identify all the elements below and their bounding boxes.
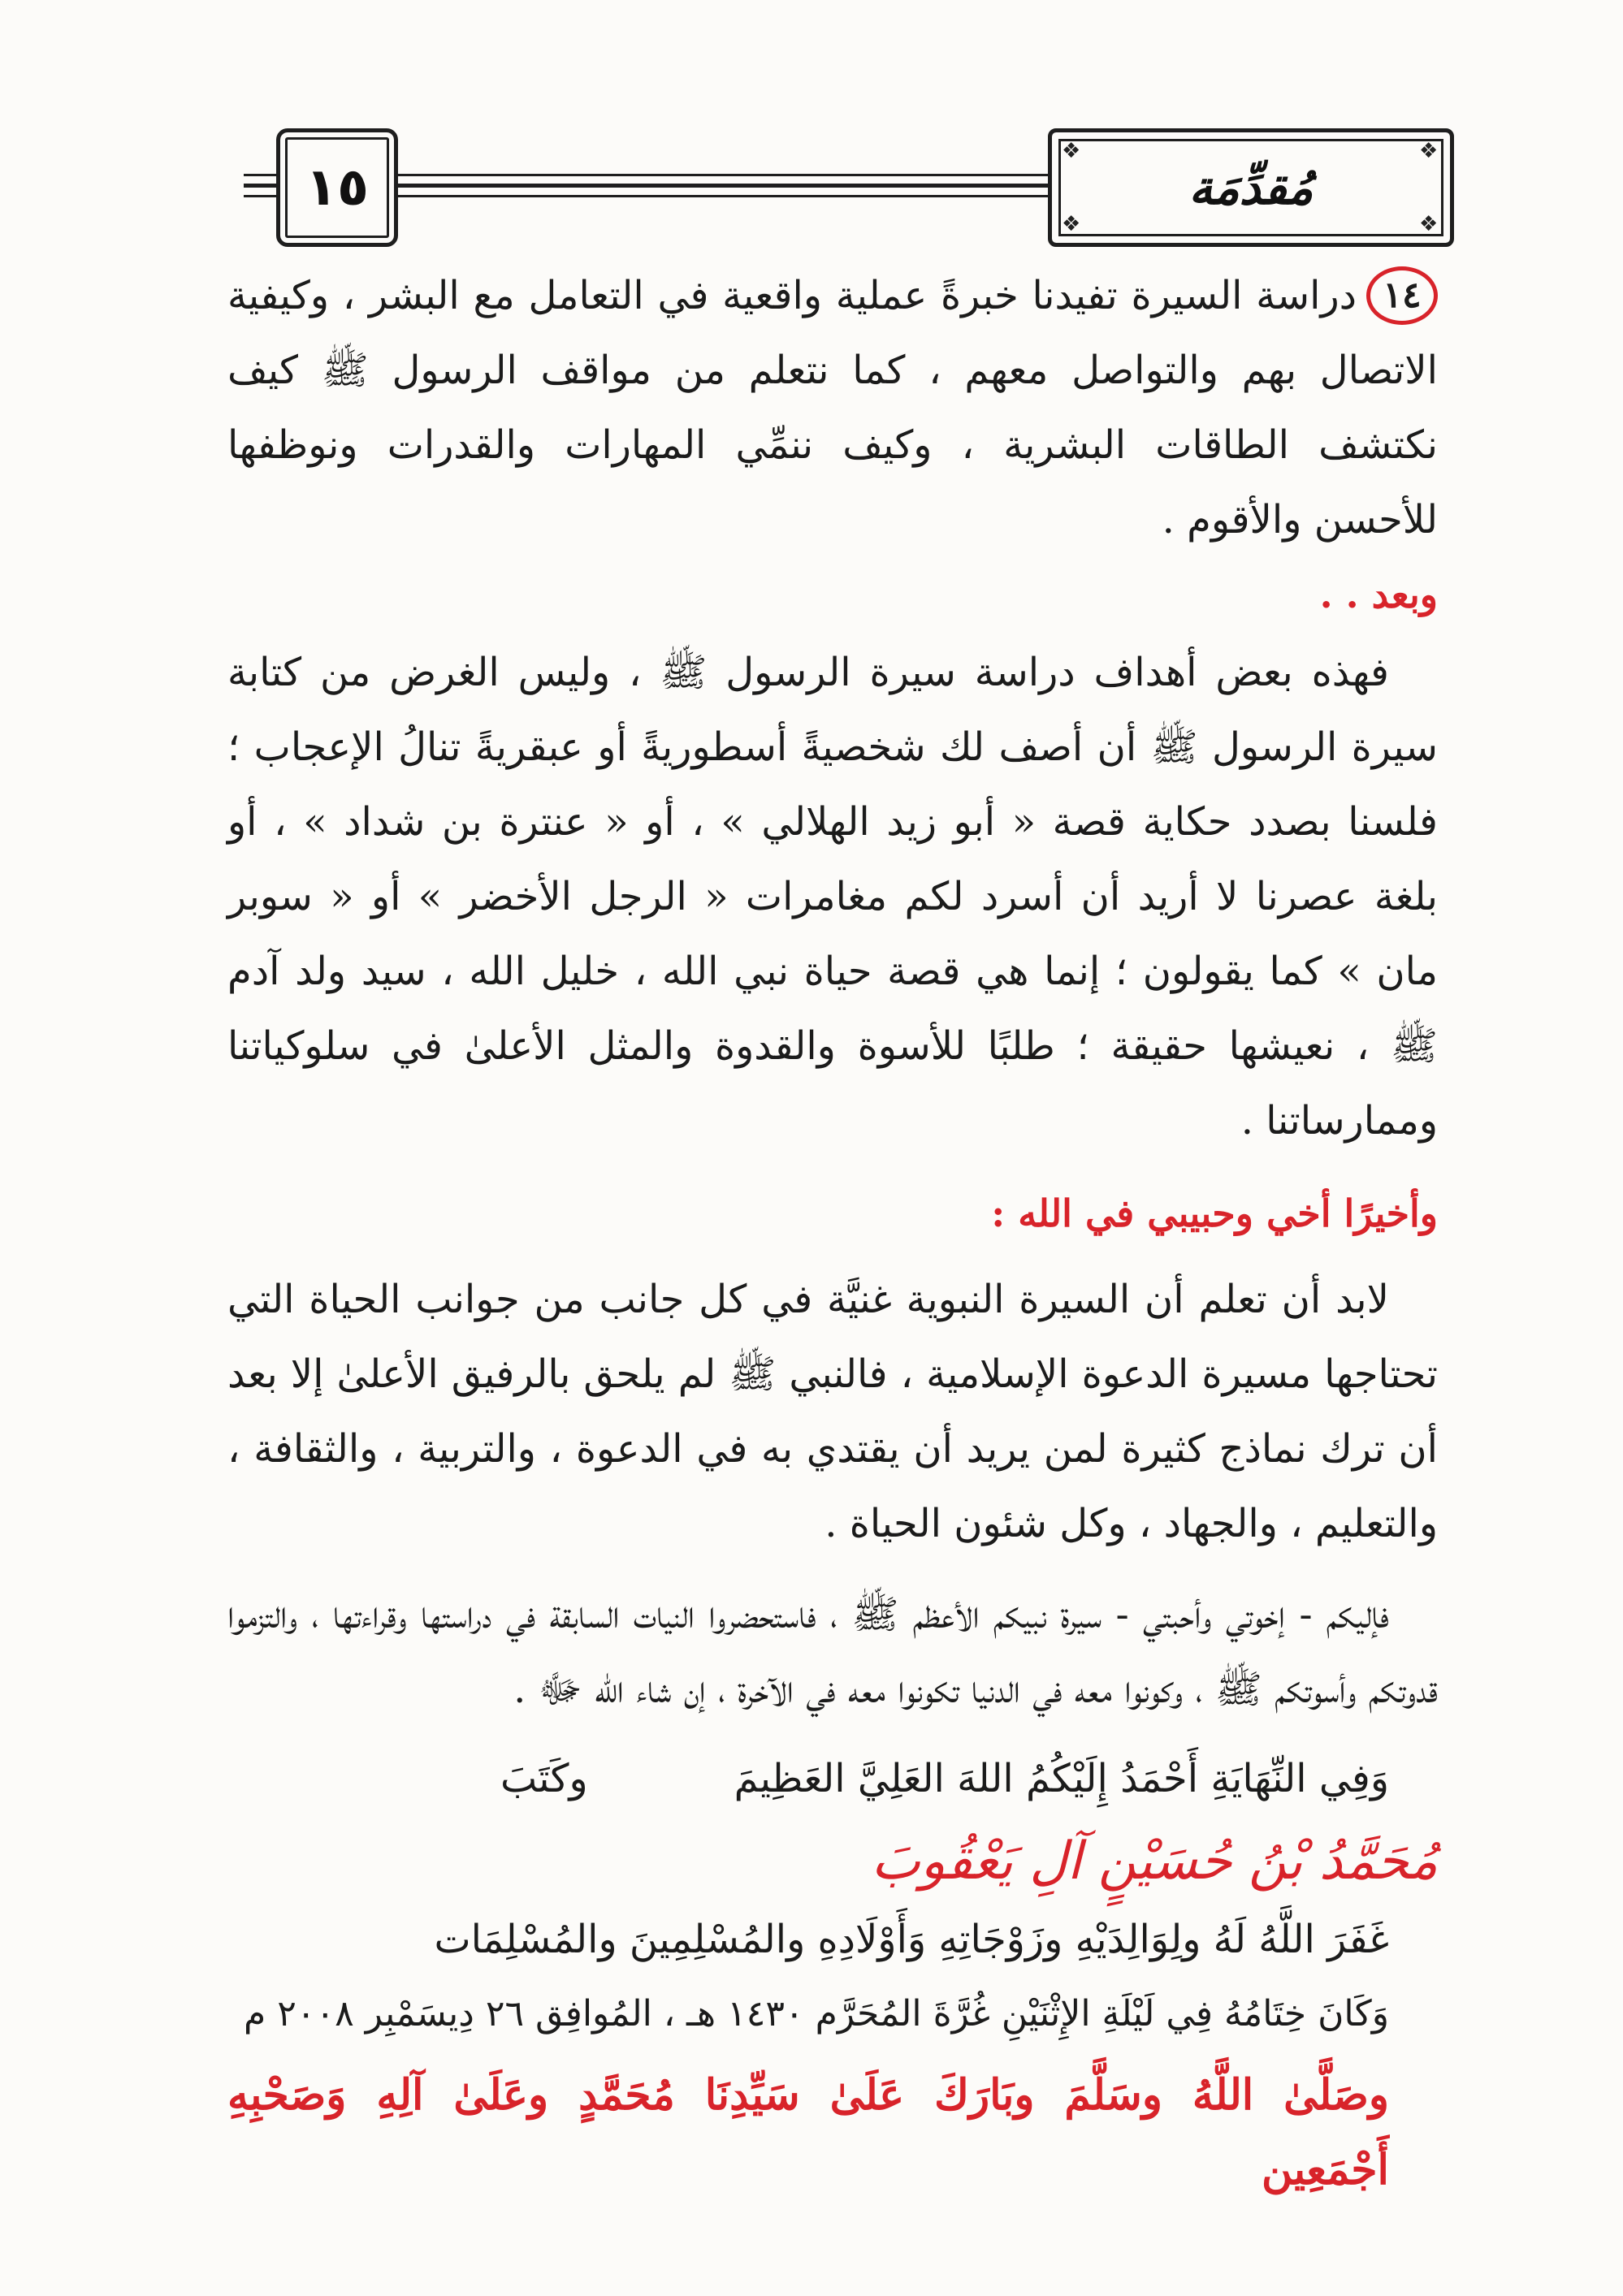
- page-number-box: [276, 128, 398, 247]
- closing-text: وَفِي النِّهَايَةِ أَحْمَدُ إِلَيْكُمُ اللهَ العَلِيَّ العَظِيمَ: [734, 1756, 1389, 1801]
- date-line: وَكَانَ خِتَامُهُ فِي لَيْلَةِ الإِثْنَيْنِ غُرَّةَ المُحَرَّم ١٤٣٠ هـ ، المُوافِق ٢٦ دِيسَمْبِر ٢٠٠٨ م: [244, 1993, 1389, 2034]
- salawat-line: وصَلَّىٰ اللَّهُ وسَلَّمَ وبَارَكَ عَلَىٰ سَيِّدِنَا مُحَمَّدٍ وعَلَىٰ آلِهِ وَصَحْبِهِ أَجْمَعِين: [227, 2070, 1389, 2194]
- closing-line: [227, 1741, 1438, 1816]
- paragraph-14: [227, 258, 1438, 557]
- paragraph: فهذه بعض أهداف دراسة سيرة الرسول ﷺ ، وليس الغرض من كتابة سيرة الرسول ﷺ أن أصف لك شخصيةً أسطوريةً أو عبقريةً تنالُ الإعجاب ؛ فلسنا بصدد حكاية قصة « أبو زيد الهلالي » ، أو « عنترة بن شداد » ، أو بلغة عصرنا لا أريد أن أسرد لكم مغامرات « الرجل الأخضر » أو « سوبر مان » كما يقولون ؛ إنما هي قصة حياة نبي الله ، خليل الله ، سيد ولد آدم ﷺ ، نعيشها حقيقة ؛ طلبًا للأسوة والقدوة والمثل الأعلىٰ في سلوكياتنا وممارساتنا .: [227, 650, 1439, 1144]
- chapter-title-box: [1048, 128, 1454, 247]
- author-name: مُحَمَّدُ بْنُ حُسَيْنٍ آلِ يَعْقُوبَ: [871, 1831, 1438, 1892]
- page-body: [227, 244, 1438, 2207]
- paragraph: لابد أن تعلم أن السيرة النبوية غنيَّة في كل جانب من جوانب الحياة التي تحتاجها مسيرة الدعوة الإسلامية ، فالنبي ﷺ لم يلحق بالرفيق الأعلىٰ إلا بعد أن ترك نماذج كثيرة لمن يريد أن يقتدي به في الدعوة ، والتربية ، والثقافة ، والتعليم ، والجهاد ، وكل شئون الحياة .: [227, 1277, 1438, 1546]
- paragraph-text: دراسة السيرة تفيدنا خبرةً عملية واقعية في التعامل مع البشر ، وكيفية الاتصال بهم والتواصل معهم ، كما نتعلم من مواقف الرسول ﷺ كيف نكتشف الطاقات البشرية ، وكيف ننمِّي المهارات والقدرات ونوظفها للأحسن والأقوم .: [227, 273, 1438, 543]
- item-number-badge: ١٤: [1366, 266, 1438, 325]
- dua-line: غَفَرَ اللَّهُ لَهُ ولِوَالِدَيْهِ وزَوْجَاتِهِ وَأَوْلَادِهِ والمُسْلِمِينَ والمُسْلِمَات: [434, 1917, 1389, 1962]
- page-header: [0, 0, 1623, 268]
- ornament-icon: ❖: [1062, 212, 1081, 236]
- chapter-title: مُقدِّمَة: [1188, 160, 1314, 215]
- section-heading: وأخيرًا أخي وحبيبي في الله :: [991, 1191, 1438, 1235]
- ornament-icon: ❖: [1062, 139, 1081, 163]
- wrote-label: وكَتَبَ: [500, 1756, 588, 1801]
- ornament-icon: ❖: [1419, 139, 1439, 163]
- page-number: ١٥: [305, 158, 370, 218]
- section-heading: وبعد . .: [1319, 573, 1438, 616]
- paragraph: فإليكم - إخوتي وأحبتي - سيرة نبيكم الأعظم ﷺ ، فاستحضروا النيات السابقة في دراستها وقراءتها ، والتزموا قدوتكم وأسوتكم ﷺ ، وكونوا معه في الدنيا تكونوا معه في الآخرة ، إن شاء الله ﷻ .: [227, 1592, 1438, 1712]
- ornament-icon: ❖: [1419, 212, 1439, 236]
